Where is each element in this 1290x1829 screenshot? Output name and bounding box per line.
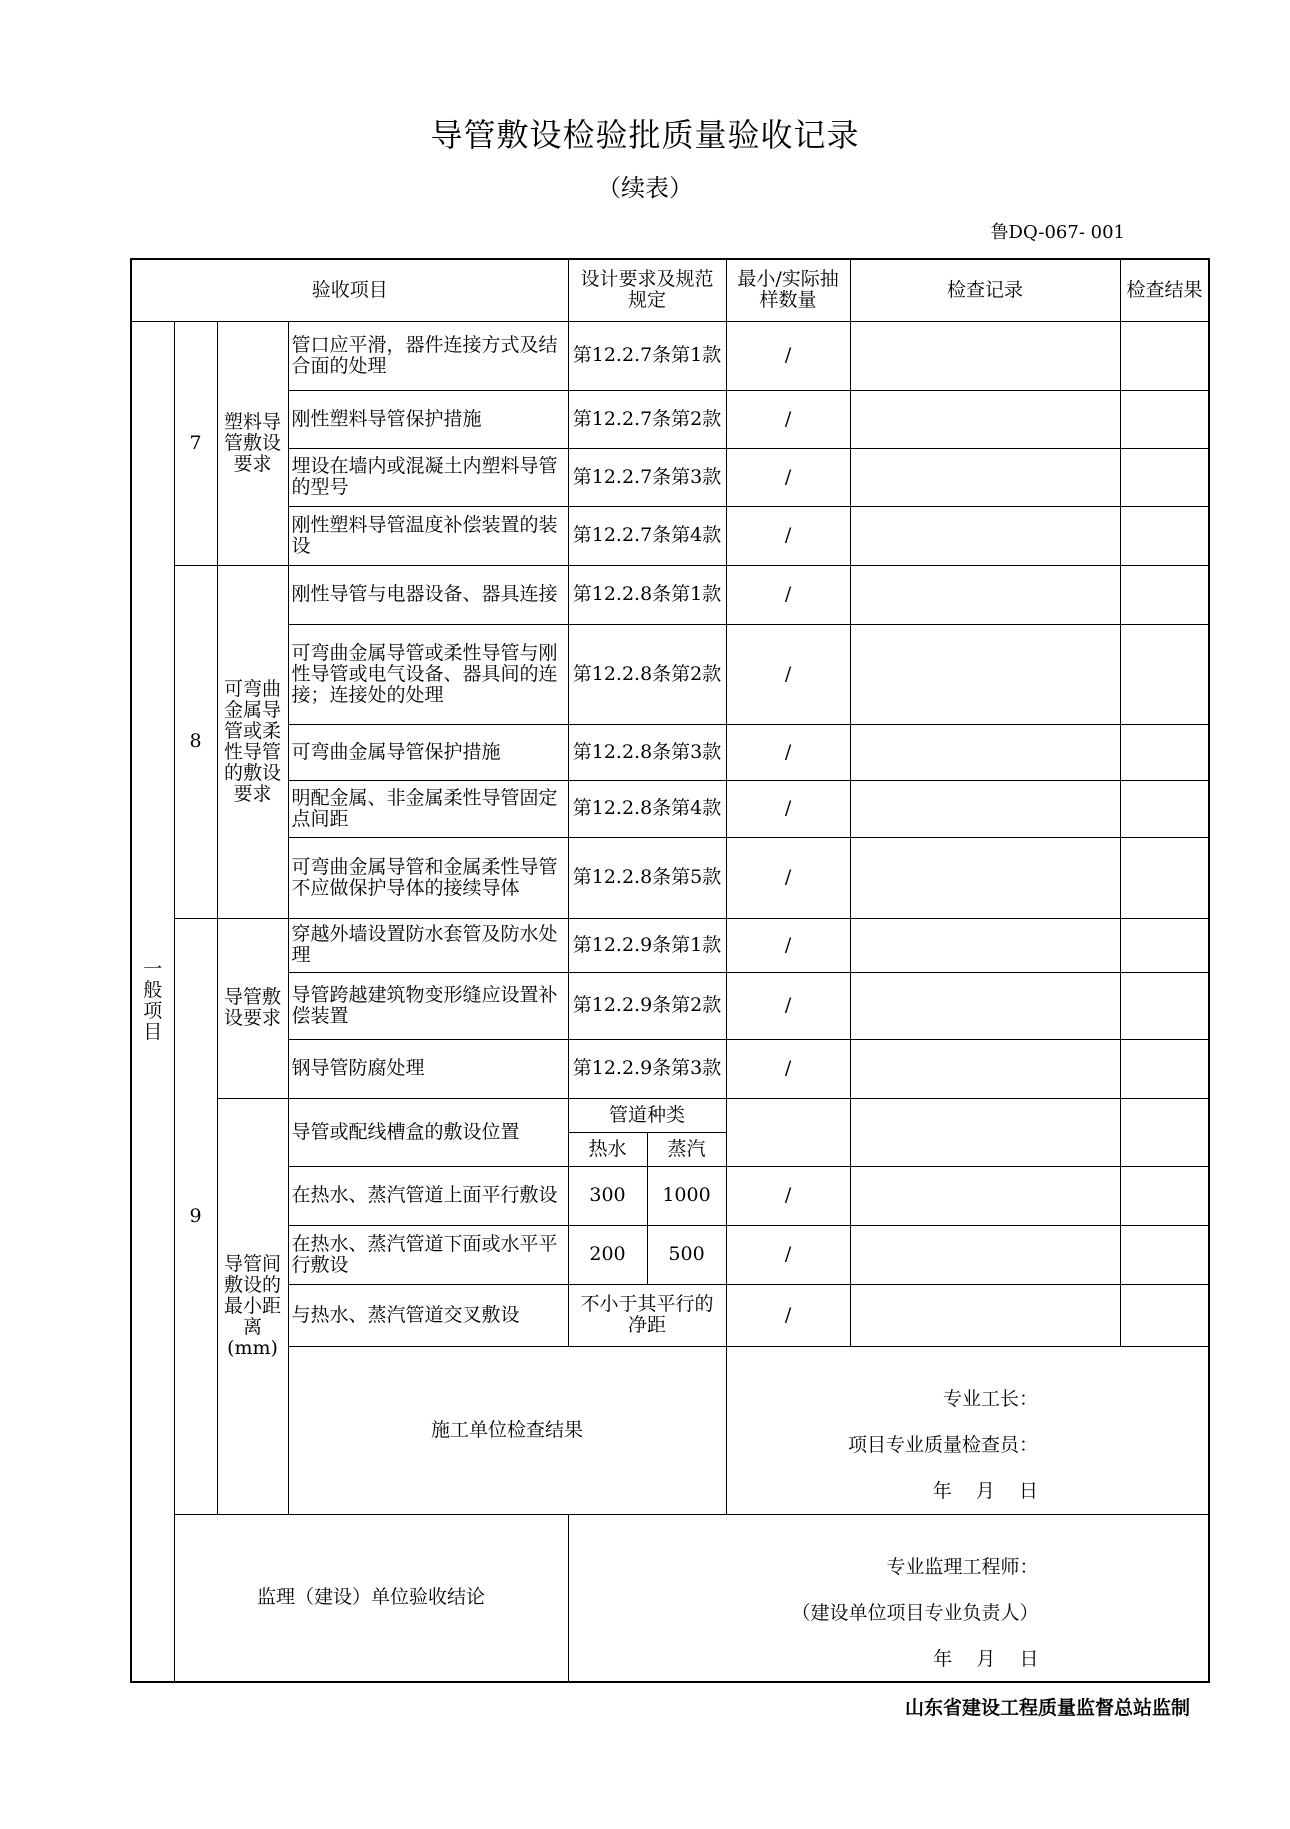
item-record[interactable] <box>850 390 1120 448</box>
item-result[interactable] <box>1120 506 1209 565</box>
group-no: 9 <box>174 918 217 1514</box>
item-record[interactable] <box>850 972 1120 1039</box>
item-record[interactable] <box>850 448 1120 506</box>
steam-label: 蒸汽 <box>647 1132 726 1166</box>
item-clause: 第12.2.8条第4款 <box>568 780 726 837</box>
item-clause: 第12.2.8条第3款 <box>568 724 726 780</box>
item-clause: 第12.2.9条第2款 <box>568 972 726 1039</box>
item-sample: / <box>726 321 850 390</box>
item-sample: / <box>726 972 850 1039</box>
item-record[interactable] <box>850 837 1120 918</box>
item-content: 管口应平滑，器件连接方式及结合面的处理 <box>288 321 568 390</box>
inspection-table <box>130 258 1210 1683</box>
distance-content: 在热水、蒸汽管道上面平行敷设 <box>288 1166 568 1225</box>
item-clause: 第12.2.7条第3款 <box>568 448 726 506</box>
item-result[interactable] <box>1120 780 1209 837</box>
item-content: 埋设在墙内或混凝土内塑料导管的型号 <box>288 448 568 506</box>
item-result[interactable] <box>1120 1166 1209 1225</box>
header-item: 验收项目 <box>131 259 568 321</box>
item-record[interactable] <box>850 780 1120 837</box>
item-sample: / <box>726 918 850 972</box>
pipe-type-label: 管道种类 <box>568 1098 726 1132</box>
item-sample: / <box>726 390 850 448</box>
item-sample: / <box>726 624 850 724</box>
header-design: 设计要求及规范规定 <box>568 259 726 321</box>
construction-label: 施工单位检查结果 <box>288 1346 726 1514</box>
hot-water-value: 300 <box>568 1166 647 1225</box>
header-sample: 最小/实际抽样数量 <box>726 259 850 321</box>
item-result[interactable] <box>1120 1225 1209 1284</box>
item-content: 可弯曲金属导管或柔性导管与刚性导管或电气设备、器具间的连接；连接处的处理 <box>288 624 568 724</box>
inspector-label: 项目专业质量检查员： <box>848 1433 1039 1456</box>
page-title: 导管敷设检验批质量验收记录 <box>430 116 860 154</box>
item-content: 刚性导管与电器设备、器具连接 <box>288 565 568 624</box>
distance-content: 与热水、蒸汽管道交叉敷设 <box>288 1284 568 1346</box>
category-label: 一般项目 <box>131 321 174 1682</box>
distance-sample-header <box>726 1098 850 1166</box>
supervision-signature[interactable] <box>568 1514 1209 1682</box>
form-code: 鲁DQ-067- 001 <box>990 222 1125 243</box>
distance-group-name: 导管间敷设的最小距离(mm) <box>217 1098 288 1514</box>
item-clause: 第12.2.7条第2款 <box>568 390 726 448</box>
item-clause: 第12.2.9条第3款 <box>568 1039 726 1098</box>
item-content: 穿越外墙设置防水套管及防水处理 <box>288 918 568 972</box>
item-clause: 第12.2.8条第5款 <box>568 837 726 918</box>
item-sample: / <box>726 448 850 506</box>
supervision-date: 年 月 日 <box>933 1647 1039 1670</box>
item-sample: / <box>726 837 850 918</box>
item-sample: / <box>726 565 850 624</box>
group-no: 7 <box>174 321 217 565</box>
distance-content: 在热水、蒸汽管道下面或水平平行敷设 <box>288 1225 568 1284</box>
item-record[interactable] <box>850 624 1120 724</box>
item-sample: / <box>726 506 850 565</box>
item-result[interactable] <box>1120 448 1209 506</box>
item-record[interactable] <box>850 1039 1120 1098</box>
item-result[interactable] <box>1120 918 1209 972</box>
position-label: 导管或配线槽盒的敷设位置 <box>288 1098 568 1166</box>
item-sample: / <box>726 724 850 780</box>
item-content: 刚性塑料导管保护措施 <box>288 390 568 448</box>
item-sample: / <box>726 1225 850 1284</box>
distance-record-header <box>850 1098 1120 1166</box>
item-result[interactable] <box>1120 972 1209 1039</box>
header-result: 检查结果 <box>1120 259 1209 321</box>
item-clause: 第12.2.8条第1款 <box>568 565 726 624</box>
item-clause: 第12.2.7条第4款 <box>568 506 726 565</box>
group-name: 可弯曲金属导管或柔性导管的敷设要求 <box>217 565 288 918</box>
item-result[interactable] <box>1120 837 1209 918</box>
construction-signature[interactable] <box>726 1346 1209 1514</box>
foreman-label: 专业工长： <box>943 1387 1039 1410</box>
item-record[interactable] <box>850 321 1120 390</box>
item-sample: / <box>726 780 850 837</box>
item-content: 刚性塑料导管温度补偿装置的装设 <box>288 506 568 565</box>
item-record[interactable] <box>850 506 1120 565</box>
item-result[interactable] <box>1120 624 1209 724</box>
item-clause: 第12.2.7条第1款 <box>568 321 726 390</box>
item-result[interactable] <box>1120 1039 1209 1098</box>
item-result[interactable] <box>1120 321 1209 390</box>
item-content: 导管跨越建筑物变形缝应设置补偿装置 <box>288 972 568 1039</box>
item-content: 可弯曲金属导管保护措施 <box>288 724 568 780</box>
item-record[interactable] <box>850 565 1120 624</box>
item-sample: / <box>726 1039 850 1098</box>
group-name: 导管敷设要求 <box>217 918 288 1098</box>
engineer-label: 专业监理工程师： <box>886 1555 1039 1578</box>
item-sample: / <box>726 1284 850 1346</box>
item-result[interactable] <box>1120 724 1209 780</box>
item-result[interactable] <box>1120 390 1209 448</box>
item-content: 钢导管防腐处理 <box>288 1039 568 1098</box>
footer-issuer: 山东省建设工程质量监督总站监制 <box>904 1697 1190 1719</box>
item-record[interactable] <box>850 1166 1120 1225</box>
item-record[interactable] <box>850 724 1120 780</box>
group-name: 塑料导管敷设要求 <box>217 321 288 565</box>
item-clause: 第12.2.8条第2款 <box>568 624 726 724</box>
item-record[interactable] <box>850 1284 1120 1346</box>
item-result[interactable] <box>1120 1284 1209 1346</box>
group-no: 8 <box>174 565 217 918</box>
item-record[interactable] <box>850 1225 1120 1284</box>
hot-water-label: 热水 <box>568 1132 647 1166</box>
item-record[interactable] <box>850 918 1120 972</box>
owner-label: （建设单位项目专业负责人） <box>791 1601 1039 1624</box>
item-clause: 第12.2.9条第1款 <box>568 918 726 972</box>
item-sample: / <box>726 1166 850 1225</box>
header-record: 检查记录 <box>850 259 1120 321</box>
cross-value: 不小于其平行的净距 <box>568 1284 726 1346</box>
distance-result-header <box>1120 1098 1209 1166</box>
item-result[interactable] <box>1120 565 1209 624</box>
steam-value: 500 <box>647 1225 726 1284</box>
page-subtitle: （续表） <box>597 174 693 202</box>
steam-value: 1000 <box>647 1166 726 1225</box>
hot-water-value: 200 <box>568 1225 647 1284</box>
item-content: 可弯曲金属导管和金属柔性导管不应做保护导体的接续导体 <box>288 837 568 918</box>
item-content: 明配金属、非金属柔性导管固定点间距 <box>288 780 568 837</box>
construction-date: 年 月 日 <box>932 1479 1039 1502</box>
supervision-label: 监理（建设）单位验收结论 <box>174 1514 568 1682</box>
